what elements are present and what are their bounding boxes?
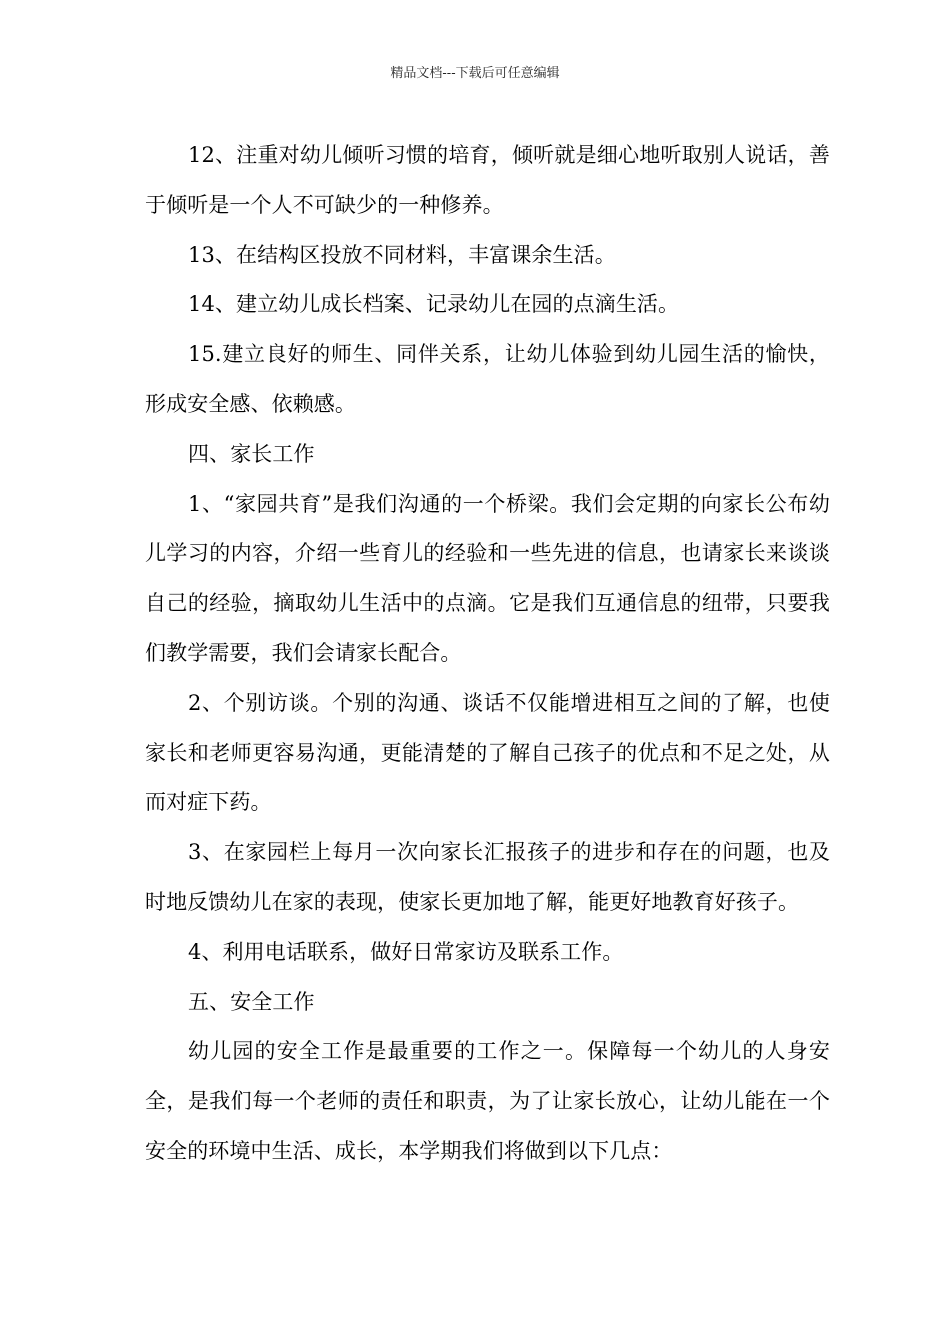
paragraph-item-12: 12、注重对幼儿倾听习惯的培育，倾听就是细心地听取别人说话，善于倾听是一个人不可缺少的一种修养。 <box>145 143 830 217</box>
paragraph-item-14: 14、建立幼儿成长档案、记录幼儿在园的点滴生活。 <box>188 292 680 317</box>
paragraph-item-13: 13、在结构区投放不同材料，丰富课余生活。 <box>188 242 616 267</box>
parent-work-item-3: 3、在家园栏上每月一次向家长汇报孩子的进步和存在的问题，也及时地反馈幼儿在家的表现，使家长更加地了解，能更好地教育好孩子。 <box>145 840 830 914</box>
parent-work-item-1: 1、“家园共育”是我们沟通的一个桥梁。我们会定期的向家长公布幼儿学习的内容，介绍一些育儿的经验和一些先进的信息，也请家长来谈谈自己的经验，摘取幼儿生活中的点滴。它是我们互通信息的纽带，只要我们教学需要，我们会请家长配合。 <box>145 491 830 665</box>
section-heading-parent-work: 四、家长工作 <box>188 441 315 466</box>
section-heading-safety-work: 五、安全工作 <box>188 989 315 1014</box>
paragraph-item-15: 15.建立良好的师生、同伴关系，让幼儿体验到幼儿园生活的愉快，形成安全感、依赖感。 <box>145 342 830 416</box>
page-header: 精品文档---下载后可任意编辑 <box>390 66 560 81</box>
safety-work-intro: 幼儿园的安全工作是最重要的工作之一。保障每一个幼儿的人身安全，是我们每一个老师的责任和职责，为了让家长放心，让幼儿能在一个安全的环境中生活、成长，本学期我们将做到以下几点： <box>145 1039 830 1163</box>
parent-work-item-2: 2、个别访谈。个别的沟通、谈话不仅能增进相互之间的了解，也使家长和老师更容易沟通，更能清楚的了解自己孩子的优点和不足之处，从而对症下药。 <box>145 690 830 815</box>
document-body <box>145 131 830 1177</box>
parent-work-item-4: 4、利用电话联系，做好日常家访及联系工作。 <box>188 939 624 964</box>
